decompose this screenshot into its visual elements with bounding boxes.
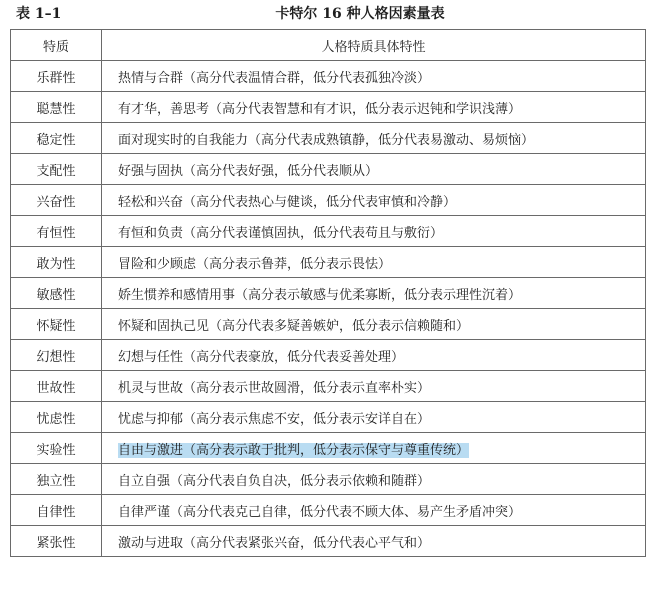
description-text: 轻松和兴奋（高分代表热心与健谈，低分代表审慎和冷静）	[118, 194, 457, 210]
trait-name: 聪慧性	[11, 92, 102, 123]
trait-description	[102, 340, 646, 371]
trait-name: 幻想性	[11, 340, 102, 371]
description-text: 有恒和负责（高分代表谨慎固执，低分代表苟且与敷衍）	[118, 225, 444, 241]
trait-name: 有恒性	[11, 216, 102, 247]
trait-name: 敏感性	[11, 278, 102, 309]
trait-name: 怀疑性	[11, 309, 102, 340]
trait-description	[102, 402, 646, 433]
table-body	[11, 61, 646, 557]
trait-description	[102, 278, 646, 309]
description-text: 有才华，善思考（高分代表智慧和有才识，低分表示迟钝和学识浅薄）	[118, 101, 522, 117]
table-row	[11, 154, 646, 185]
description-text: 好强与固执（高分代表好强，低分代表顺从）	[118, 163, 379, 179]
trait-description	[102, 371, 646, 402]
description-text: 怀疑和固执己见（高分代表多疑善嫉妒，低分表示信赖随和）	[118, 318, 470, 334]
highlighted-description-text: 自由与激进（高分表示敢于批判，低分表示保守与尊重传统）	[118, 442, 470, 458]
trait-name: 独立性	[11, 464, 102, 495]
trait-description	[102, 247, 646, 278]
trait-description	[102, 433, 646, 464]
header-trait: 特质	[11, 30, 102, 61]
trait-name: 稳定性	[11, 123, 102, 154]
table-row	[11, 495, 646, 526]
description-text: 娇生惯养和感情用事（高分表示敏感与优柔寡断，低分表示理性沉着）	[118, 287, 522, 303]
trait-description	[102, 464, 646, 495]
trait-description	[102, 526, 646, 557]
trait-name: 忧虑性	[11, 402, 102, 433]
table-row	[11, 92, 646, 123]
header-description: 人格特质具体特性	[102, 30, 646, 61]
trait-description	[102, 216, 646, 247]
trait-name: 敢为性	[11, 247, 102, 278]
trait-description	[102, 185, 646, 216]
trait-name: 兴奋性	[11, 185, 102, 216]
description-text: 冒险和少顾虑（高分表示鲁莽，低分表示畏怯）	[118, 256, 392, 272]
table-row	[11, 247, 646, 278]
table-number: 表 1–1	[16, 6, 62, 22]
table-row	[11, 526, 646, 557]
trait-name: 世故性	[11, 371, 102, 402]
table-row	[11, 402, 646, 433]
trait-description	[102, 495, 646, 526]
table-row	[11, 185, 646, 216]
table-caption	[0, 4, 655, 24]
personality-factor-table	[10, 29, 646, 557]
trait-description	[102, 61, 646, 92]
trait-name: 实验性	[11, 433, 102, 464]
trait-description	[102, 123, 646, 154]
description-text: 面对现实时的自我能力（高分代表成熟镇静，低分代表易激动、易烦恼）	[118, 132, 535, 148]
description-text: 热情与合群（高分代表温情合群，低分代表孤独冷淡）	[118, 70, 431, 86]
trait-name: 自律性	[11, 495, 102, 526]
table-row	[11, 61, 646, 92]
table-row	[11, 464, 646, 495]
trait-name: 支配性	[11, 154, 102, 185]
table-header-row	[11, 30, 646, 61]
description-text: 幻想与任性（高分代表豪放，低分代表妥善处理）	[118, 349, 405, 365]
trait-description	[102, 154, 646, 185]
description-text: 忧虑与抑郁（高分表示焦虑不安，低分表示安详自在）	[118, 411, 431, 427]
description-text: 激动与进取（高分代表紧张兴奋，低分代表心平气和）	[118, 535, 431, 551]
table-row	[11, 278, 646, 309]
table-row	[11, 123, 646, 154]
trait-description	[102, 309, 646, 340]
trait-name: 乐群性	[11, 61, 102, 92]
table-row	[11, 216, 646, 247]
table-row	[11, 371, 646, 402]
description-text: 机灵与世故（高分表示世故圆滑，低分表示直率朴实）	[118, 380, 431, 396]
trait-name: 紧张性	[11, 526, 102, 557]
trait-description	[102, 92, 646, 123]
table-title: 卡特尔 16 种人格因素量表	[275, 6, 445, 22]
table-row	[11, 340, 646, 371]
table-row	[11, 309, 646, 340]
description-text: 自律严谨（高分代表克己自律，低分代表不顾大体、易产生矛盾冲突）	[118, 504, 522, 520]
table-row	[11, 433, 646, 464]
description-text: 自立自强（高分代表自负自决，低分表示依赖和随群）	[118, 473, 431, 489]
